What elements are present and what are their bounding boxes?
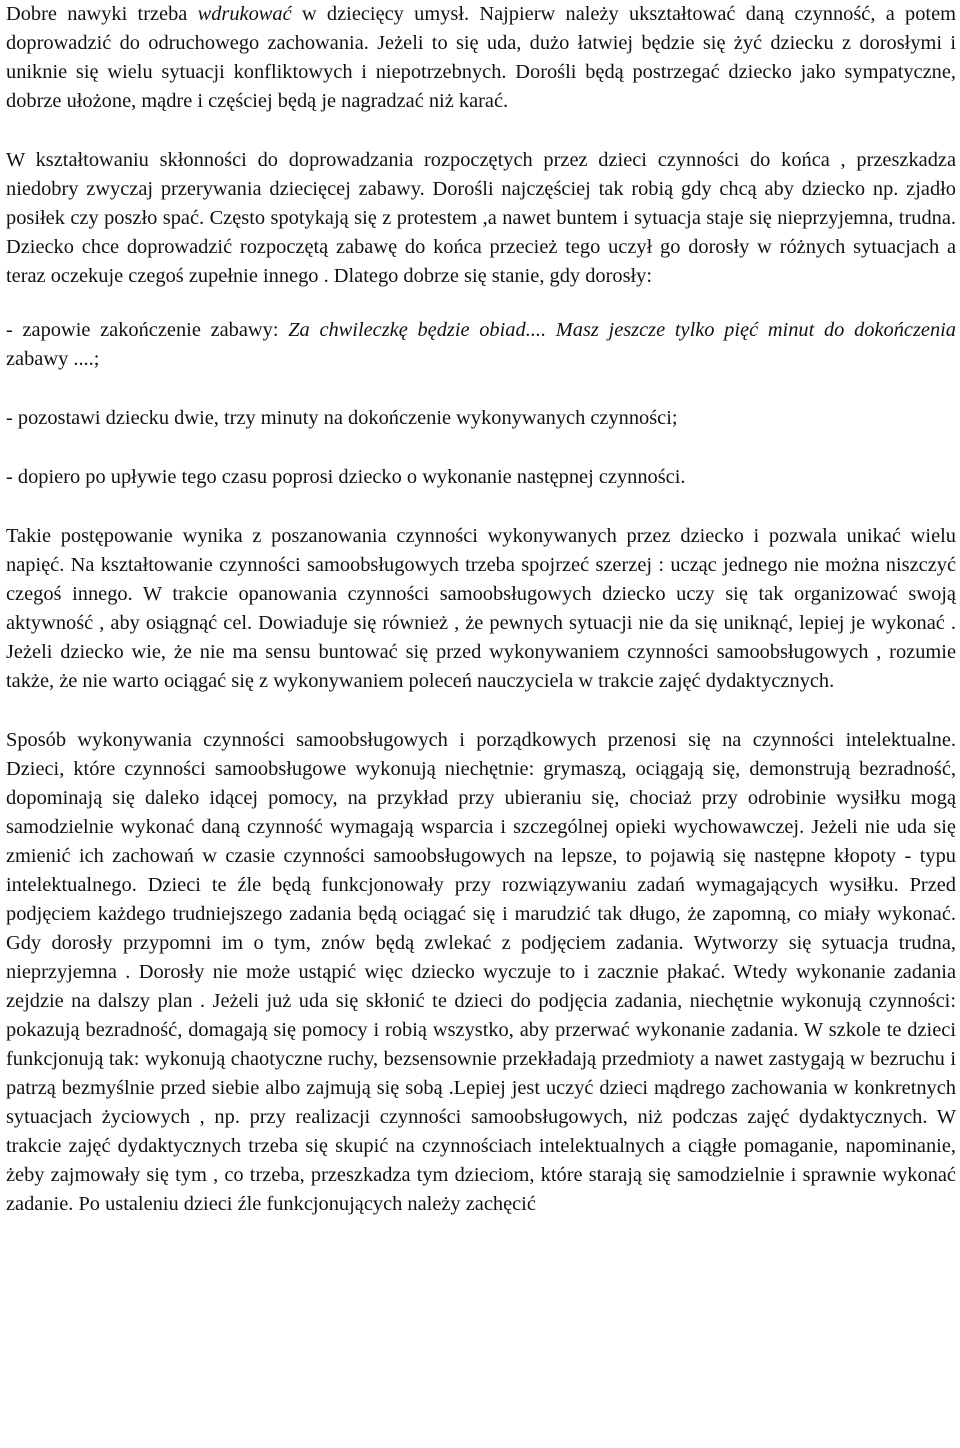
bullet-leave-minutes: - pozostawi dziecku dwie, trzy minuty na dokończenie wykonywanych czynności; — [6, 407, 678, 429]
paragraph-intellectual: Sposób wykonywania czynności samoobsługowych i porządkowych przenosi się na czynności intelektualne. Dzieci, które czynności samoobsługowe wykonują niechętnie: grymaszą, ociągają się, demonstrują bezradność, dopominają się daleko idącej pomocy, na przykład przy ubieraniu się, chociaż przy odrobinie wysiłku mogą samodzielnie wykonać daną czynność wymagają wsparcia i szczególnej opieki wychowawczej. Jeżeli nie uda się zmienić ich zachowań w czasie czynności samoobsługowych na lepsze, to pojawią się następne kłopoty - typu intelektualnego. Dzieci te źle będą funkcjonowały przy rozwiązywaniu zadań wymagających wysiłku. Przed podjęciem każdego trudniejszego zadania będą ociągać się i marudzić tak długo, że zapomną, co miały wykonać. Gdy dorosły przypomni im o tym, znów będą zwlekać z podjęciem zadania. Wytworzy się sytuacja trudna, nieprzyjemna . Dorosły nie może ustąpić więc dziecko wyczuje to i zacznie płakać. Wtedy wykonanie zadania zejdzie na dalszy plan . Jeżeli już uda się skłonić te dzieci do podjęcia zadania, niechętnie wykonują czynności: pokazują bezradność, domagają się pomocy i robią wszystko, aby przerwać wykonanie zadania. W szkole te dzieci funkcjonują tak: wykonują chaotyczne ruchy, bezsensownie przekładają przedmioty a nawet zastygają w bezruchu i patrzą bezmyślnie przed siebie albo zajmują się sobą .Lepiej jest uczyć dzieci mądrego zachowania w konkretnych sytuacjach życiowych , np. przy realizacji czynności samoobsługowych, niż podczas zajęć dydaktycznych. W trakcie zajęć dydaktycznych trzeba się skupić na czynnościach intelektualnych a ciągłe pomaganie, napominanie, żeby zajmowały się tym , co trzeba, przeszkadza tym dzieciom, które starają się samodzielnie i sprawnie wykonać zadanie. Po ustaleniu dzieci źle funkcjonujących należy zachęcić — [6, 729, 956, 1215]
paragraph-intro-lead: Dobre nawyki trzeba — [6, 3, 198, 25]
paragraph-intro — [6, 0, 956, 116]
paragraph-intro-rest: w dziecięcy umysł. Najpierw należy ukształtować daną czynność, a potem doprowadzić do odruchowego zachowania. Jeżeli to się uda, dużo łatwiej będzie się żyć dziecku z dorosłymi i uniknie się wielu sytuacji konfliktowych i niepotrzebnych. Dorośli będą postrzegać dziecko jako sympatyczne, dobrze ułożone, mądre i częściej będą je nagradzać niż karać. — [6, 3, 956, 112]
bullet-announce-end-lead: - zapowie zakończenie zabawy: — [6, 319, 289, 341]
bullet-announce-end-rest: zabawy ....; — [6, 348, 100, 370]
bullet-announce-end-quote: Za chwileczkę będzie obiad.... Masz jeszcze tylko pięć minut do dokończenia — [288, 319, 956, 341]
paragraph-respect: Takie postępowanie wynika z poszanowania czynności wykonywanych przez dziecko i pozwala unikać wielu napięć. Na kształtowanie czynności samoobsługowych trzeba spojrzeć szerzej : ucząc jednego nie można niszczyć czegoś innego. W trakcie opanowania czynności samoobsługowych dziecko uczy się tak organizować swoją aktywność , aby osiągnąć cel. Dowiaduje się również , że pewnych sytuacji nie da się uniknąć, lepiej je wykonać . Jeżeli dziecko wie, że nie ma sensu buntować się przed wykonywaniem czynności samoobsługowych , rozumie także, że nie warto ociągać się z wykonywaniem poleceń nauczyciela w trakcie zajęć dydaktycznych. — [6, 525, 956, 692]
bullet-announce-end — [6, 316, 956, 374]
paragraph-interruption: W kształtowaniu skłonności do doprowadzania rozpoczętych przez dzieci czynności do końca , przeszkadza niedobry zwyczaj przerywania dziecięcej zabawy. Dorośli najczęściej tak robią gdy chcą aby dziecko np. zjadło posiłek czy poszło spać. Często spotykają się z protestem ,a nawet buntem i sytuacja staje się nieprzyjemna, trudna. Dziecko chce doprowadzić rozpoczętą zabawę do końca przecież tego uczył go dorosły w różnych sytuacjach a teraz oczekuje czegoś zupełnie innego . Dlatego dobrze się stanie, gdy dorosły: — [6, 149, 956, 287]
document-page — [6, 0, 956, 1219]
paragraph-intro-emphasis: wdrukować — [197, 3, 292, 25]
bullet-ask-next: - dopiero po upływie tego czasu poprosi dziecko o wykonanie następnej czynności. — [6, 466, 686, 488]
